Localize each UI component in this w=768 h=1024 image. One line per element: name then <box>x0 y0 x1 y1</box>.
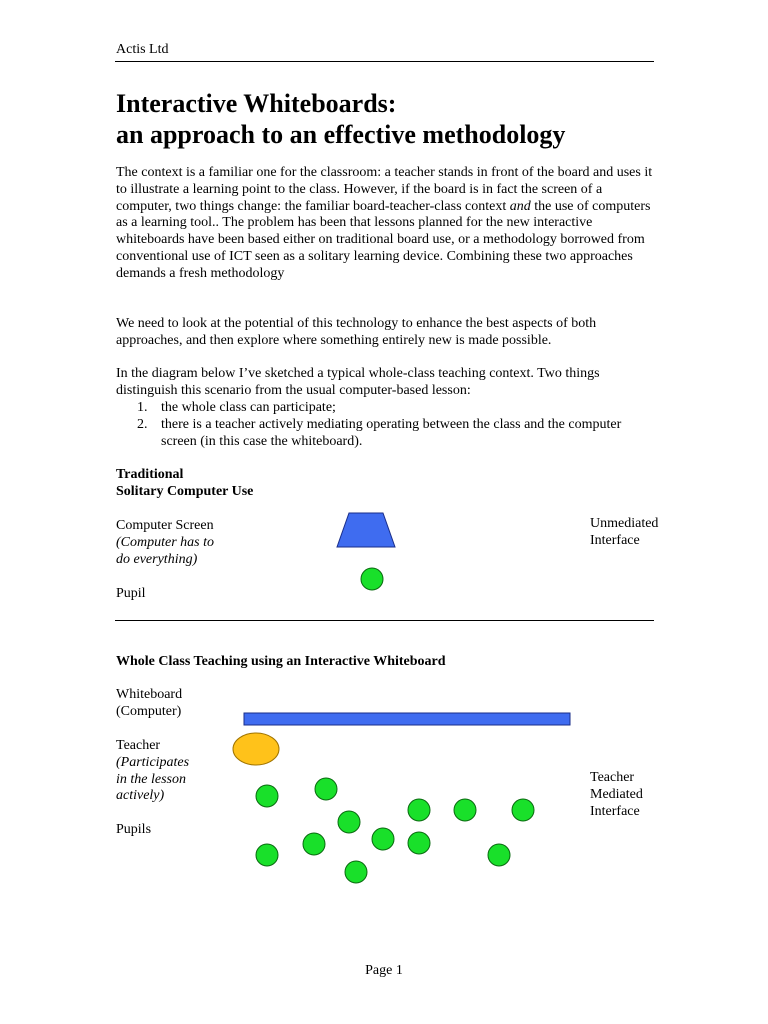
pupil-shape <box>256 785 278 807</box>
pupil-shape <box>408 799 430 821</box>
pupil-shape <box>512 799 534 821</box>
pupil-shape <box>488 844 510 866</box>
pupils-label: Pupils <box>116 822 152 837</box>
pupil-shape <box>315 778 337 800</box>
title-line-1: Interactive Whiteboards: <box>116 89 397 118</box>
pupil-label: Pupil <box>116 586 146 601</box>
intro-text-2: the use of computers as a learning tool.. The problem has been that lessons planned for the new interactive whiteboards have been based either on traditional board use, or a methodology borrowed from conventional use of ICT seen as a solitary learning device. Combining these two approaches demands a fresh methodology <box>116 198 651 281</box>
pupil-shape <box>338 811 360 833</box>
list-item: 1. the whole class can participate; <box>137 400 336 415</box>
potential-paragraph: We need to look at the potential of this technology to enhance the best aspects of both approaches, and then explore where something entirely new is made possible. <box>116 316 597 348</box>
pupil-shape <box>454 799 476 821</box>
whole-class-heading: Whole Class Teaching using an Interactive Whiteboard <box>116 654 446 669</box>
pupil-shape <box>345 861 367 883</box>
pupil-shape <box>303 833 325 855</box>
solitary-pupil-shape <box>361 568 383 590</box>
pupil-shape <box>408 832 430 854</box>
whiteboard-shape <box>244 713 570 725</box>
pupil-shape <box>372 828 394 850</box>
intro-text-1: The context is a familiar one for the classroom: a teacher stands in front of the board and uses it to illustrate a learning point to the class. However, if the board is in fact the screen of a computer, two things change: the familiar board-teacher-class context <box>116 165 653 214</box>
computer-screen-label: Computer Screen (Computer has to do everything) <box>116 518 214 567</box>
list-item: 2. there is a teacher actively mediating operating between the class and the computer screen (in this case the whiteboard). <box>137 416 622 449</box>
computer-screen-shape <box>337 513 395 547</box>
whiteboard-label: Whiteboard (Computer) <box>116 687 183 719</box>
page-number: Page 1 <box>365 963 403 978</box>
pupils-group <box>256 778 534 883</box>
computer-screen-note: (Computer has to <box>116 534 214 550</box>
teacher-label: Teacher (Participates in the lesson actively) <box>116 738 190 804</box>
diagram-intro-paragraph: In the diagram below I’ve sketched a typical whole-class teaching context. Two things distinguish this scenario from the usual computer-based lesson: <box>116 366 600 398</box>
unmediated-interface-label: Unmediated Interface <box>590 516 659 548</box>
teacher-mediated-interface-label: Teacher Mediated Interface <box>590 770 643 819</box>
pupil-shape <box>256 844 278 866</box>
intro-italic: and <box>509 198 531 214</box>
traditional-heading: Traditional Solitary Computer Use <box>116 467 254 499</box>
teacher-shape <box>233 733 279 765</box>
company-header: Actis Ltd <box>116 42 169 57</box>
teacher-note: (Participates <box>116 754 190 770</box>
title-line-2: an approach to an effective methodology <box>116 120 566 149</box>
